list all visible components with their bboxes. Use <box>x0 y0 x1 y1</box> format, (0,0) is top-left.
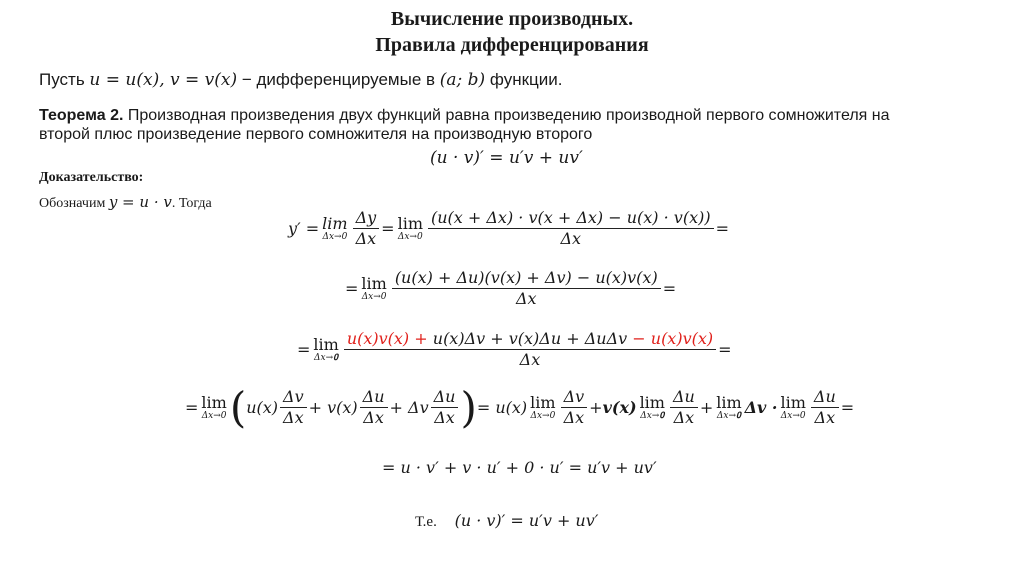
denote-formula: y = u · v <box>108 193 172 211</box>
derivation-step-1 <box>288 208 729 249</box>
derivation-step-4 <box>185 382 855 432</box>
step4-plus-1: + <box>589 398 603 417</box>
theorem-line-1 <box>39 107 890 125</box>
step4-term-3: + Δv <box>389 398 429 417</box>
step1-lim-a: lim Δx→0 <box>322 213 348 242</box>
step4-vx: 𝒗(𝒙) <box>602 398 637 417</box>
step4-plus-2: + <box>699 398 714 417</box>
step1-tail: = <box>715 219 729 238</box>
intro-line <box>39 70 562 90</box>
step4-term-2: + v(x) <box>308 398 358 417</box>
theorem-formula: (u · v)′ = u′v + uv′ <box>430 148 583 168</box>
step4-fraction-2: $\frac{\Delta u}{\Delta x}$ <box>360 387 388 428</box>
theorem-label: Теорема 2. <box>39 107 124 124</box>
intro-suffix: функции. <box>485 70 563 89</box>
theorem-text-1: Производная произведения двух функций равна произведению производной первого сомножителя на <box>123 107 890 124</box>
step4-fraction-5: $\frac{\Delta u}{\Delta x}$ <box>670 387 698 428</box>
step1-lhs: y′ = <box>288 219 320 238</box>
step2-lhs: = <box>345 279 359 298</box>
step4-fraction-3: $\frac{\Delta u}{\Delta x}$ <box>431 387 459 428</box>
step4-fraction-6: $\frac{\Delta u}{\Delta x}$ <box>811 387 839 428</box>
step4-lim-c: lim Δx→𝟎 <box>639 392 665 421</box>
step4-fraction-1: $\frac{\Delta v}{\Delta x}$ <box>280 387 307 428</box>
step4-tail: = <box>840 398 855 417</box>
step4-eq-1: = u(x) <box>476 398 528 417</box>
derivation-step-3 <box>297 329 732 370</box>
step1-fraction-a: $\frac{\Delta y}{\Delta x}$ <box>353 208 380 249</box>
step1-eq: = <box>381 219 395 238</box>
step2-lim: lim Δx→0 <box>361 273 387 302</box>
step3-middle-terms: u(x)Δv + v(x)Δu + ΔuΔv <box>427 329 633 348</box>
proof-label: Доказательство: <box>39 170 144 185</box>
intro-interval: (a; b) <box>439 70 486 90</box>
step3-fraction: $\frac{\text{u(x)v(x) + u(x)Δv + v(x)Δu + ΔuΔv − u(x)v(x)}}{\Delta x}$ <box>344 329 716 370</box>
step4-lim-e: lim Δx→0 <box>780 392 806 421</box>
step4-close-paren: ) <box>460 382 477 432</box>
step4-open-paren: ( <box>229 382 247 432</box>
step4-fraction-4: $\frac{\Delta v}{\Delta x}$ <box>561 387 588 428</box>
slide-title-line2: Правила дифференцирования <box>375 34 649 56</box>
step3-red-term-1: u(x)v(x) + <box>346 329 428 348</box>
step4-term-1: u(x) <box>246 398 279 417</box>
conclusion-line <box>415 511 598 531</box>
step2-fraction: $\frac{(u(x) + \Delta u)(v(x) + \Delta v) - u(x)v(x)}{\Delta x}$ <box>392 268 661 309</box>
step4-lim-d: lim Δx→𝟎 <box>716 392 742 421</box>
step1-fraction-b: $\frac{(u(x + \Delta x) \cdot v(x + \Delta x) - u(x) \cdot v(x))}{\Delta x}$ <box>428 208 714 249</box>
step2-tail: = <box>662 279 677 298</box>
step4-delta-v: Δ𝒗 · <box>744 398 778 417</box>
step4-lhs: = <box>185 398 199 417</box>
conclusion-label: Т.е. <box>415 514 437 530</box>
denote-prefix: Обозначим <box>39 196 109 211</box>
derivation-step-2 <box>345 268 676 309</box>
step4-lim-a: lim Δx→0 <box>201 392 227 421</box>
intro-prefix: Пусть <box>39 70 85 89</box>
slide-title-line1: Вычисление производных. <box>390 8 634 30</box>
intro-formula: u = u(x), v = v(x) <box>89 70 238 90</box>
derivation-step-5: = u · v′ + v · u′ + 0 · u′ = u′v + uv′ <box>382 458 657 477</box>
conclusion-formula: (u · v)′ = u′v + uv′ <box>454 511 599 530</box>
step3-tail: = <box>718 340 732 359</box>
denote-suffix: . Тогда <box>171 196 212 211</box>
step3-red-term-2: − u(x)v(x) <box>632 329 714 348</box>
step3-lim: lim Δx→𝟎 <box>313 334 339 363</box>
intro-middle: − дифференцируемые в <box>237 70 440 89</box>
theorem-line-2: второй плюс произведение первого сомножителя на производную второго <box>39 126 593 143</box>
step4-lim-b: lim Δx→0 <box>530 392 556 421</box>
step3-lhs: = <box>297 340 311 359</box>
step1-lim-b: lim Δx→0 <box>397 213 423 242</box>
denote-line <box>39 193 212 212</box>
